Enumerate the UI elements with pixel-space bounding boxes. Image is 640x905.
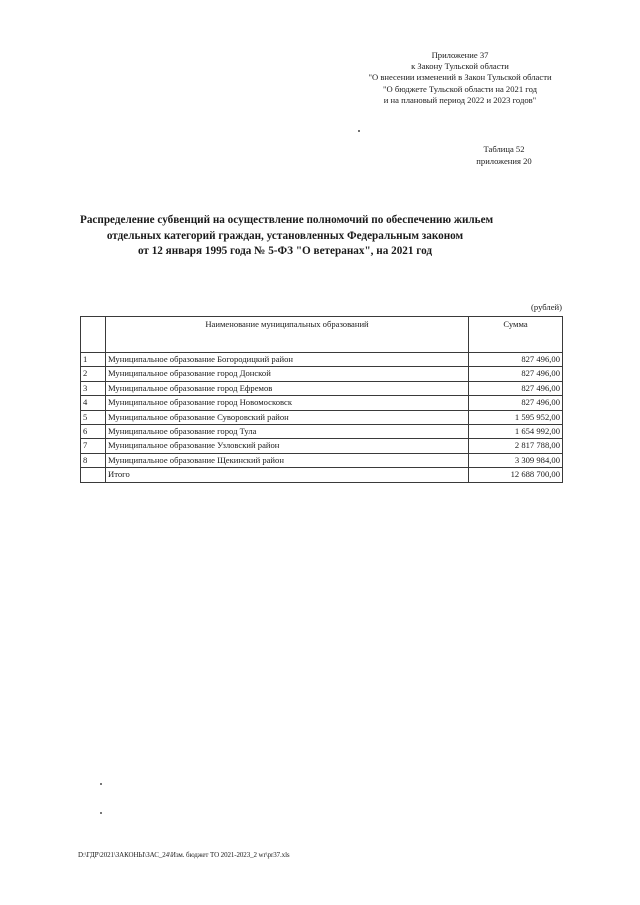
- row-name: Муниципальное образование Узловский район: [106, 439, 469, 453]
- appendix-line: "О внесении изменений в Закон Тульской области: [368, 72, 552, 83]
- table-ref-line1: Таблица 52: [483, 144, 525, 154]
- table-total-row: [81, 468, 563, 482]
- row-name: Муниципальное образование город Донской: [106, 367, 469, 381]
- title-line1: Распределение субвенций на осуществление полномочий по обеспечению жильем: [80, 214, 494, 226]
- row-name: Муниципальное образование Щекинский район: [106, 453, 469, 467]
- header-name-cell: Наименование муниципальных образований: [106, 317, 469, 353]
- table-reference: [456, 144, 552, 167]
- subsidy-table: [80, 316, 563, 483]
- appendix-line: "О бюджете Тульской области на 2021 год: [383, 83, 537, 94]
- file-path-footer: D:\ГДР\2021\ЗАКОНЫ\ЗАС_24\Изм. бюджет ТО 2021-2023_2 wr\pr37.xls: [78, 851, 290, 859]
- appendix-line: к Закону Тульской области: [411, 61, 509, 72]
- total-number-cell: [81, 468, 106, 482]
- row-sum: 827 496,00: [469, 353, 563, 367]
- table-row: [81, 367, 563, 381]
- row-sum: 827 496,00: [469, 381, 563, 395]
- row-number: 1: [81, 353, 106, 367]
- title-line2: отдельных категорий граждан, установленных Федеральным законом: [106, 229, 464, 242]
- row-number: 8: [81, 453, 106, 467]
- total-sum: 12 688 700,00: [469, 468, 563, 482]
- scan-dot: [358, 130, 360, 132]
- scan-mark: [100, 812, 102, 814]
- table-row: [81, 410, 563, 424]
- units-label: (рублей): [531, 302, 562, 312]
- table-ref-line2: приложения 20: [476, 155, 532, 166]
- table-header-row: [81, 317, 563, 353]
- header-sum-cell: Сумма: [469, 317, 563, 353]
- row-sum: 2 817 788,00: [469, 439, 563, 453]
- title-line3: от 12 января 1995 года № 5-ФЗ "О ветеранах", на 2021 год: [137, 245, 433, 257]
- row-sum: 3 309 984,00: [469, 453, 563, 467]
- appendix-line: Приложение 37: [431, 50, 489, 60]
- table-row: [81, 425, 563, 439]
- table-row: [81, 453, 563, 467]
- document-title: [80, 213, 494, 260]
- appendix-header: [330, 50, 590, 106]
- table-row: [81, 439, 563, 453]
- row-name: Муниципальное образование город Тула: [106, 425, 469, 439]
- row-sum: 827 496,00: [469, 396, 563, 410]
- row-number: 5: [81, 410, 106, 424]
- row-number: 2: [81, 367, 106, 381]
- row-number: 3: [81, 381, 106, 395]
- row-name: Муниципальное образование город Ефремов: [106, 381, 469, 395]
- table-row: [81, 396, 563, 410]
- row-sum: 827 496,00: [469, 367, 563, 381]
- scan-mark: [100, 783, 102, 785]
- header-number-cell: [81, 317, 106, 353]
- table-row: [81, 381, 563, 395]
- appendix-line: и на плановый период 2022 и 2023 годов": [383, 94, 537, 105]
- row-number: 7: [81, 439, 106, 453]
- row-sum: 1 595 952,00: [469, 410, 563, 424]
- row-name: Муниципальное образование город Новомосковск: [106, 396, 469, 410]
- row-name: Муниципальное образование Суворовский район: [106, 410, 469, 424]
- row-name: Муниципальное образование Богородицкий район: [106, 353, 469, 367]
- row-number: 4: [81, 396, 106, 410]
- row-sum: 1 654 992,00: [469, 425, 563, 439]
- row-number: 6: [81, 425, 106, 439]
- table-row: [81, 353, 563, 367]
- total-label: Итого: [106, 468, 469, 482]
